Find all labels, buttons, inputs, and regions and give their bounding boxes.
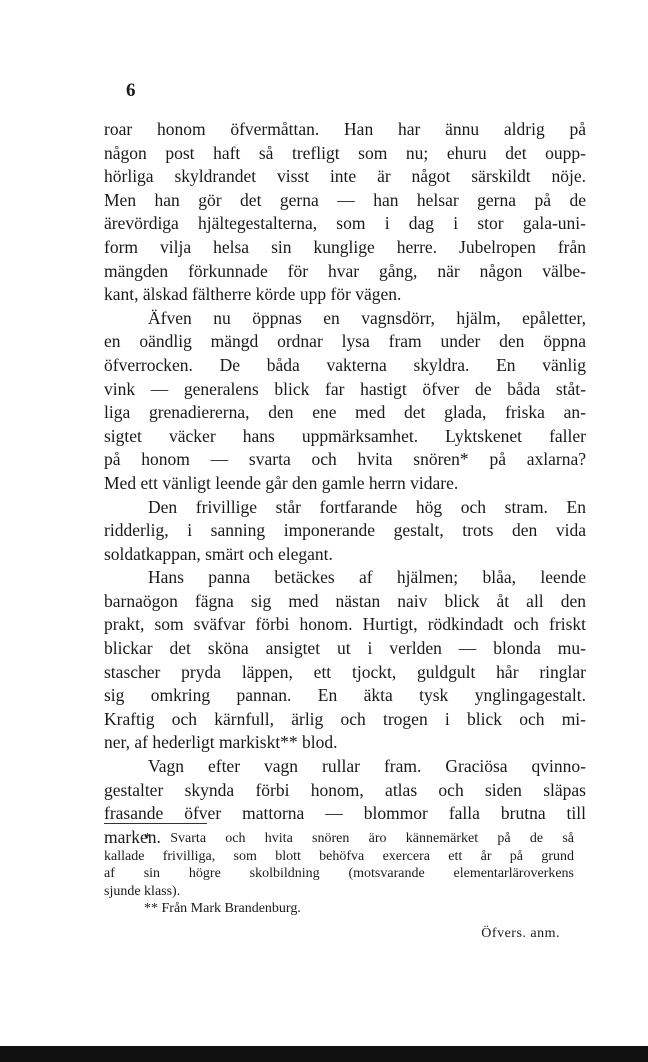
footnote-line: kallade frivilliga, som blott behöfva exercera ett år på grund xyxy=(104,848,574,864)
text-line: sig omkring pannan. En äkta tysk ynglingagestalt. xyxy=(104,685,586,706)
text-line: ridderlig, i sanning imponerande gestalt, trots den vida xyxy=(104,520,586,541)
footnote-credit: Öfvers. anm. xyxy=(481,926,560,941)
text-line: vink — generalens blick far hastigt öfver de båda ståt- xyxy=(104,378,586,399)
text-line: en oändlig mängd ordnar lysa fram under den öppna xyxy=(104,331,586,352)
text-line: Kraftig och kärnfull, ärlig och trogen i blick och mi- xyxy=(104,708,586,729)
text-line: hörliga skyldrandet visst inte är något särskildt nöje. xyxy=(104,166,586,187)
footnote-divider xyxy=(104,823,207,824)
text-line: prakt, som sväfvar förbi honom. Hurtigt, rödkindadt och friskt xyxy=(104,614,586,635)
page-number: 6 xyxy=(126,80,136,101)
text-line: Men han gör det gerna — han helsar gerna på de xyxy=(104,189,586,210)
text-line: Hans panna betäckes af hjälmen; blåa, leende xyxy=(148,567,586,588)
text-line: ärevördiga hjältegestalterna, som i dag i stor gala-uni- xyxy=(104,213,586,234)
text-line: på honom — svarta och hvita snören* på axlarna? xyxy=(104,449,586,470)
text-line: stascher pryda läppen, ett tjockt, guldgult hår ringlar xyxy=(104,661,586,682)
text-line: mängden förkunnade för hvar gång, när någon välbe- xyxy=(104,260,586,281)
text-line: blickar det sköna ansigtet ut i verlden — blonda mu- xyxy=(104,638,586,659)
text-line: Vagn efter vagn rullar fram. Graciösa qvinno- xyxy=(148,756,586,777)
text-line: Den frivillige står fortfarande hög och stram. En xyxy=(148,496,586,517)
text-line: soldatkappan, smärt och elegant. xyxy=(104,543,333,564)
text-line: gestalter skynda förbi honom, atlas och siden släpas xyxy=(104,779,586,800)
text-line: kant, älskad fältherre körde upp för vägen. xyxy=(104,284,402,305)
footnote-line: sjunde klass). xyxy=(104,883,181,899)
text-line: Äfven nu öppnas en vagnsdörr, hjälm, epåletter, xyxy=(148,307,586,328)
scan-edge xyxy=(0,1046,648,1062)
text-line: Med ett vänligt leende går den gamle herrn vidare. xyxy=(104,472,459,493)
text-line: sigtet väcker hans uppmärksamhet. Lyktskenet faller xyxy=(104,425,586,446)
text-line: barnaögon fägna sig med nästan naiv blick åt all den xyxy=(104,590,586,611)
body-text xyxy=(104,118,586,849)
footnote-line: ** Från Mark Brandenburg. xyxy=(144,901,301,917)
text-line: någon post haft så trefligt som nu; ehuru det oupp- xyxy=(104,142,586,163)
text-line: liga grenadiererna, den ene med det glada, friska an- xyxy=(104,402,586,423)
footnote-line: af sin högre skolbildning (motsvarande elementarläroverkens xyxy=(104,866,574,882)
text-line: ner, af hederligt markiskt** blod. xyxy=(104,732,338,753)
text-line: form vilja helsa sin kunglige herre. Jubelropen från xyxy=(104,236,586,257)
text-line: marken. xyxy=(104,826,161,847)
text-line: roar honom öfvermåttan. Han har ännu aldrig på xyxy=(104,119,586,139)
footnotes xyxy=(104,830,574,918)
footnote-line: * Svarta och hvita snören äro kännemärket på de så xyxy=(144,831,574,846)
text-line: öfverrocken. De båda vakterna skyldra. En vänlig xyxy=(104,354,586,375)
text-line: frasande öfver mattorna — blommor falla brutna till xyxy=(104,803,586,824)
